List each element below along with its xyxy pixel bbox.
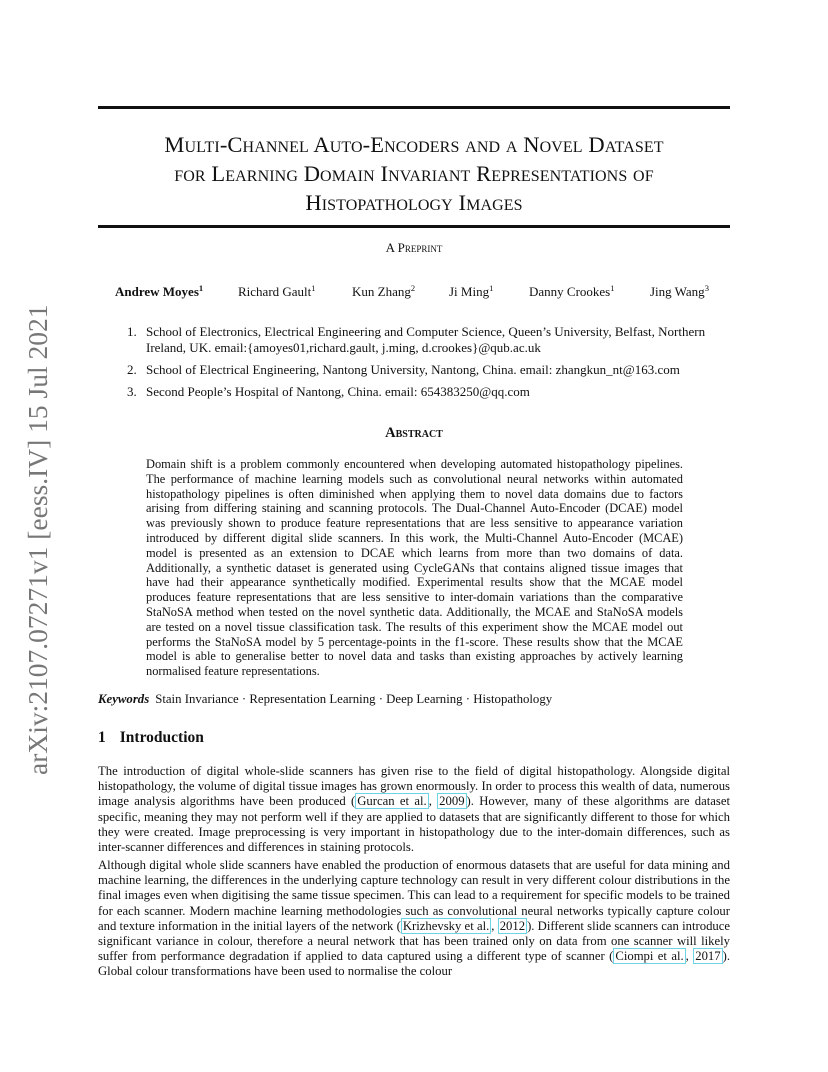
section-title: Introduction (119, 729, 204, 746)
author-name: Andrew Moyes (115, 284, 199, 299)
title-rule-top (98, 106, 730, 109)
section-number: 1 (98, 729, 106, 746)
body-paragraph (98, 858, 730, 980)
paragraph-text: ). Different slide scanners can introduce significant variance in colour, therefore a neural network that has been trained only on data from one scanner will likely suffer from performance degradation if applied to data captured using a different type of scanner ( (98, 918, 731, 964)
preprint-label: A Preprint (385, 240, 443, 255)
paragraph-text: The introduction of digital whole-slide scanners has given rise to the field of digital histopathology. Alongside digital histopathology, the volume of digital tissue images has grown enormously. In order to process this wealth of data, numerous image analysis algorithms have been produced ( (98, 764, 730, 809)
title-line-2: for Learning Domain Invariant Representations of (174, 161, 654, 186)
title-line-3: Histopathology Images (305, 190, 523, 215)
paragraph-text: , (685, 949, 694, 964)
author-affiliation-mark: 1 (489, 283, 494, 293)
author-affiliation-mark: 1 (198, 283, 204, 293)
author (529, 284, 615, 300)
citation-link[interactable]: Gurcan et al. (357, 794, 427, 809)
author-name: Jing Wang (650, 284, 705, 299)
abstract-text: Domain shift is a problem commonly encountered when developing automated histopathology pipelines. The performance of machine learning models such as convolutional neural networks within automated histopathology pipelines is often diminished when applying them to novel data domains due to factors arising from differing staining and scanning protocols. The Dual-Channel Auto-Encoder (DCAE) model was previously shown to produce feature representations that are less sensitive to appearance variation introduced by different digital slide scanners. In this work, the Multi-Channel Auto-Encoder (MCAE) model is presented as an extension to DCAE which learns from more than two domains of data. Additionally, a synthetic dataset is generated using CycleGANs that contains aligned tissue images that have had their appearance synthetically modified. Experimental results show that the MCAE model produces feature representations that are less sensitive to inter-domain variations than the comparative StaNoSA method when tested on the novel synthetic data. Additionally, the MCAE and StaNoSA models are tested on a novel tissue classification task. The results of this experiment show the MCAE model out performs the StaNoSA model by 5 percentage-points in the f1-score. These results show that the MCAE model is able to generalise better to novel data and tasks than existing approaches by actively learning normalised feature representations. (146, 457, 683, 679)
abstract-heading: Abstract (385, 425, 443, 441)
title-rule-bottom (98, 225, 730, 228)
keywords-text: Stain Invariance · Representation Learning · Deep Learning · Histopathology (155, 692, 553, 706)
author (115, 284, 203, 300)
keywords-line (98, 692, 552, 707)
paragraph-text: Although digital whole slide scanners have enabled the production of enormous datasets that are useful for data mining and machine learning, the differences in the underlying capture technology can result in very different colour distributions in the final images even when digitising the same tissue specimen. This can lead to a requirement for specific models to be trained for each scanner. Modern machine learning methodologies such as convolutional neural networks typically capture colour and texture information in the initial layers of the network ( (98, 858, 730, 933)
author (238, 284, 316, 300)
body-paragraph (98, 764, 730, 855)
title-line-1: Multi-Channel Auto-Encoders and a Novel Dataset (164, 132, 664, 157)
author-affiliation-mark: 3 (704, 283, 709, 293)
author-name: Ji Ming (449, 284, 490, 299)
citation-link[interactable]: 2012 (499, 918, 526, 933)
citation-link[interactable]: 2017 (695, 949, 721, 964)
affiliation-number: 3. (127, 383, 137, 399)
affiliation-number: 1. (127, 324, 137, 339)
author-affiliation-mark: 2 (410, 283, 416, 293)
affiliation-text: School of Electrical Engineering, Nantong University, Nantong, China. email: zhangkun_nt@163.com (146, 361, 680, 377)
affiliation-item (127, 324, 727, 355)
arxiv-identifier-stamp: arXiv:2107.07271v1 [eess.IV] 15 Jul 2021 (22, 304, 53, 775)
paragraph-text: , (428, 794, 438, 809)
affiliation-item (127, 362, 727, 378)
author-affiliation-mark: 1 (311, 283, 316, 293)
author (650, 284, 709, 300)
paper-title (98, 130, 730, 217)
author-name: Richard Gault (238, 284, 312, 299)
author-name: Kun Zhang (352, 284, 411, 299)
author (352, 284, 415, 300)
citation-link[interactable]: Krizhevsky et al. (402, 918, 490, 933)
citation-link[interactable]: Ciompi et al. (615, 949, 684, 964)
affiliation-number: 2. (127, 361, 137, 377)
affiliation-list (127, 324, 727, 406)
affiliation-text: Second People’s Hospital of Nantong, China. email: 654383250@qq.com (146, 383, 530, 399)
author-affiliation-mark: 1 (610, 283, 615, 293)
keywords-label: Keywords (98, 692, 150, 706)
affiliation-item (127, 384, 727, 400)
author (449, 284, 493, 300)
paragraph-text: ). Global colour transformations have been used to normalise the colour (98, 949, 730, 979)
paragraph-text: , (491, 918, 498, 933)
affiliation-text: School of Electronics, Electrical Engineering and Computer Science, Queen’s University, Belfast, Northern Ireland, UK. email:{amoyes01,richard.gault, j.ming, d.crookes}@qub.ac.uk (146, 324, 706, 355)
author-name: Danny Crookes (529, 284, 611, 299)
section-heading (98, 729, 204, 747)
paragraph-text: ). However, many of these algorithms are dataset specific, meaning they may not perform well if they are applied to datasets that are significantly different to those for which they were created. Image preprocessing is very important in histopathology due to the inter-domain differences, such as inter-scanner differences and differences in staining protocols. (98, 794, 730, 855)
citation-link[interactable]: 2009 (439, 794, 465, 809)
